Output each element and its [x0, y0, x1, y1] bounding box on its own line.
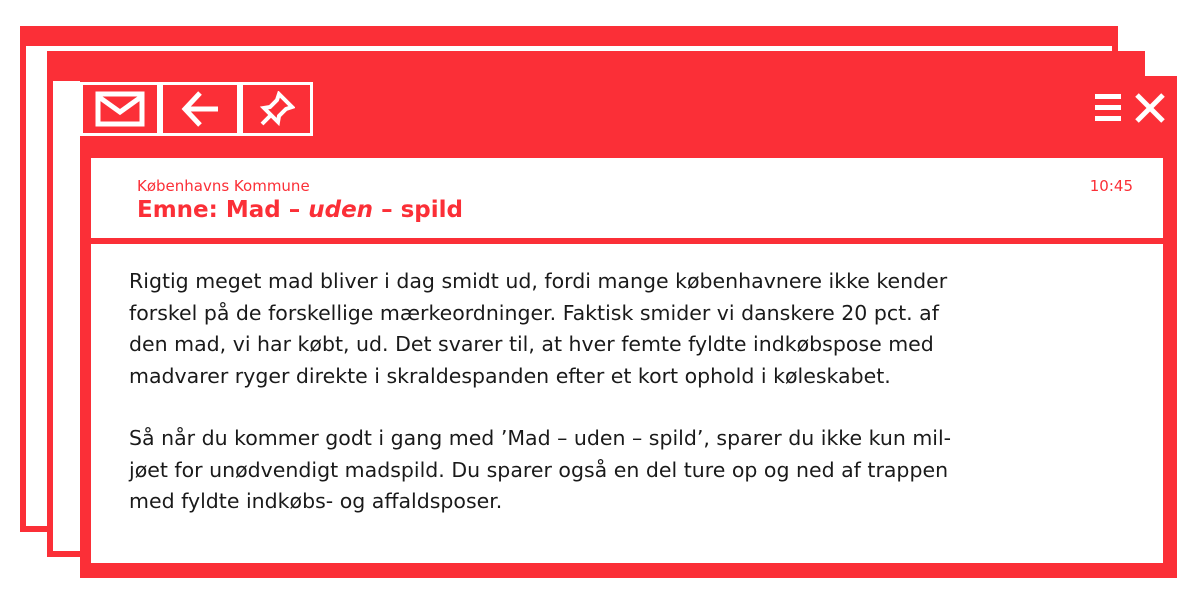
text-line: den mad, vi har købt, ud. Det svarer til, at hver femte fyldte indkøbspose med	[129, 332, 934, 356]
text-line: forskel på de forskellige mærkeordninger. Faktisk smider vi danskere 20 pct. af	[129, 300, 939, 325]
pin-icon	[259, 91, 295, 127]
menu-icon[interactable]	[1095, 92, 1125, 124]
window-toolbar	[80, 76, 1177, 138]
message-window	[80, 76, 1177, 578]
subject-suffix: – spild	[373, 197, 463, 223]
message-subject	[137, 197, 463, 223]
message-header	[91, 158, 1163, 238]
sender-name: Københavns Kommune	[137, 177, 310, 195]
message-text	[129, 266, 1129, 549]
text-line: madvarer ryger direkte i skraldespanden efter et kort ophold i køleskabet.	[129, 363, 891, 388]
close-icon[interactable]	[1134, 92, 1166, 124]
message-body	[91, 244, 1163, 563]
text-line: med fyldte indkøbs- og affaldsposer.	[129, 489, 503, 513]
paragraph-2	[129, 423, 1129, 518]
mail-button[interactable]	[80, 82, 160, 136]
mail-icon	[95, 91, 145, 127]
paragraph-1	[129, 266, 1129, 392]
message-time: 10:45	[1089, 177, 1133, 195]
text-line: Rigtig meget mad bliver i dag smidt ud, fordi mange københavnere ikke kender	[129, 269, 948, 293]
text-line: Så når du kommer godt i gang med ’Mad – uden – spild’, sparer du ikke kun mil-	[129, 426, 952, 450]
back-button[interactable]	[160, 82, 240, 136]
subject-prefix: Emne: Mad –	[137, 197, 309, 223]
back-arrow-icon	[180, 89, 220, 129]
subject-italic-word: uden	[308, 197, 374, 223]
text-line: jøet for unødvendigt madspild. Du sparer også en del ture op og ned af trappen	[129, 457, 949, 482]
pin-button[interactable]	[240, 82, 313, 136]
